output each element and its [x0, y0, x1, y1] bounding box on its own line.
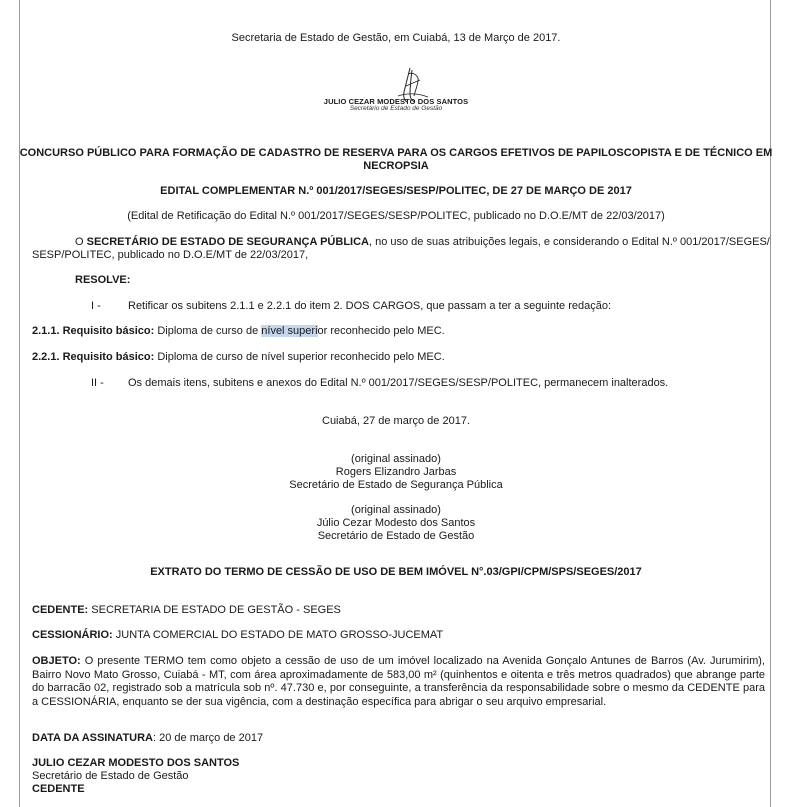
objeto-paragraph: OBJETO: O presente TERMO tem como objeto a cessão de uso de um imóvel localizado na Avenida Gonçalo Antunes de Barros (Av. Jurumirim), Bairro Novo Mato Grosso, Cuiabá - MT, com área aproximadamente de 583,00 m² (quinhentos e oitenta e três metros quadrados) que abrange parte do barracão 02, registrado sob a matrícula sob nº. 47.730 e, por conseguinte, a transferência da responsabilidade sobre o mesmo da CEDENTE para a CESSIONÁRIA, enquanto se der sua vigência, com a destinação específica para abrigar o seu arquivo empresarial. — [32, 655, 765, 708]
signatory-name: Rogers Elizandro Jarbas — [335, 466, 457, 478]
signatory-name: Júlio Cezar Modesto dos Santos — [316, 517, 476, 529]
extrato-title: EXTRATO DO TERMO DE CESSÃO DE USO DE BEM IMÓVEL N°.03/GPI/CPM/SPS/SEGES/2017 — [150, 566, 642, 578]
subitem-2-2-1: 2.2.1. Requisito básico: Diploma de curso de nível superior reconhecido pelo MEC. — [32, 351, 445, 363]
signature-name: JULIO CEZAR MODESTO DOS SANTOS — [323, 97, 469, 106]
item-text: Os demais itens, subitens e anexos do Edital N.º 001/2017/SEGES/SESP/POLITEC, permanecem inalterados. — [128, 377, 669, 389]
edital-title: EDITAL COMPLEMENTAR N.º 001/2017/SEGES/SESP/POLITEC, DE 27 DE MARÇO DE 2017 — [160, 185, 632, 197]
intro-line2: SESP/POLITEC, publicado no D.O.E/MT de 22/03/2017, — [32, 249, 309, 261]
data-assinatura-line: DATA DA ASSINATURA: 20 de março de 2017 — [32, 732, 264, 744]
footer-signatory-role: Secretário de Estado de Gestão — [32, 770, 189, 782]
cessionario-line: CESSIONÁRIO: JUNTA COMERCIAL DO ESTADO DE MATO GROSSO-JUCEMAT — [32, 629, 444, 641]
signature-note: (original assinado) — [351, 453, 441, 465]
item-number: I - — [91, 300, 101, 312]
signatory-role: Secretário de Estado de Gestão — [317, 530, 475, 542]
subitem-2-1-1: 2.1.1. Requisito básico: Diploma de curso de nível superior reconhecido pelo MEC. — [32, 325, 445, 337]
concurso-title-line2: NECROPSIA — [363, 160, 429, 172]
intro-line1: O SECRETÁRIO DE ESTADO DE SEGURANÇA PÚBLICA, no uso de suas atribuições legais, e considerando o Edital N.º 001/2017/SEGES/ — [75, 236, 770, 248]
text-selection-highlight[interactable]: nível superi — [261, 325, 318, 337]
retificacao-note: (Edital de Retificação do Edital N.º 001/2017/SEGES/SESP/POLITEC, publicado no D.O.E/MT de 22/03/2017) — [127, 210, 665, 222]
closing-date: Cuiabá, 27 de março de 2017. — [322, 415, 470, 427]
resolve-heading: RESOLVE: — [75, 274, 131, 286]
header-place-date: Secretaria de Estado de Gestão, em Cuiabá, 13 de Março de 2017. — [231, 32, 561, 44]
signature-note: (original assinado) — [351, 504, 441, 516]
signature-role: Secretário de Estado de Gestão — [349, 105, 443, 112]
cedente-line: CEDENTE: SECRETARIA DE ESTADO DE GESTÃO - SEGES — [32, 604, 341, 616]
footer-party: CEDENTE — [32, 783, 85, 795]
item-text: Retificar os subitens 2.1.1 e 2.2.1 do item 2. DOS CARGOS, que passam a ter a seguinte redação: — [128, 300, 612, 312]
signatory-role: Secretário de Estado de Segurança Pública — [289, 479, 503, 491]
item-number: II - — [91, 377, 104, 389]
concurso-title-line1: CONCURSO PÚBLICO PARA FORMAÇÃO DE CADASTRO DE RESERVA PARA OS CARGOS EFETIVOS DE PAPILOSCOPISTA E DE TÉCNICO EM — [19, 147, 773, 159]
footer-signatory-name: JULIO CEZAR MODESTO DOS SANTOS — [32, 757, 240, 769]
